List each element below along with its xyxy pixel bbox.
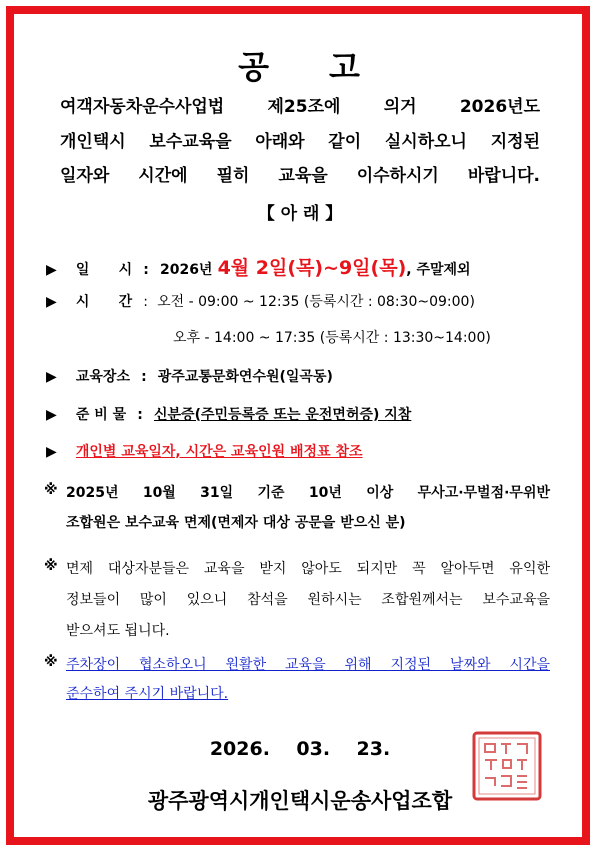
title-char-left: 공 <box>238 48 271 86</box>
note-mark-icon: ※ <box>44 558 58 574</box>
items-value: 신분증(주민등록증 또는 운전면허증) 지참 <box>154 407 412 423</box>
official-seal-icon <box>471 730 543 802</box>
bullet-arrow-icon: ▶ <box>46 369 57 385</box>
intro-line-3: 일자와 시간에 필히 교육을 이수하시기 바랍니다. <box>60 166 540 186</box>
section-header: 【 아 래 】 <box>257 204 343 224</box>
issue-date: 2026. 03. 23. <box>209 738 391 760</box>
items-colon: : <box>137 407 143 423</box>
bullet-arrow-icon: ▶ <box>46 444 57 460</box>
note-mark-icon: ※ <box>44 482 58 498</box>
items-label: 준 비 물 <box>75 407 127 423</box>
bullet-arrow-icon: ▶ <box>46 262 57 278</box>
intro-line-2: 개인택시 보수교육을 아래와 같이 실시하오니 지정된 <box>60 132 540 152</box>
note-mark-icon: ※ <box>44 654 58 670</box>
parking-line-2: 준수하여 주시기 바랍니다. <box>66 686 229 702</box>
bullet-time <box>46 291 475 311</box>
time-pm: 오후 - 14:00 ~ 17:35 (등록시간 : 13:30~14:00) <box>173 330 491 346</box>
bullet-arrow-icon: ▶ <box>46 294 57 310</box>
info-line-2: 정보들이 많이 있으니 참석을 원하시는 조합원께서는 보수교육을 <box>66 592 550 608</box>
bullet-arrow-icon: ▶ <box>46 407 57 423</box>
info-line-1: 면제 대상자분들은 교육을 받지 않아도 되지만 꼭 알아두면 유익한 <box>66 561 550 577</box>
bullet-date <box>46 253 471 280</box>
page-title <box>0 42 600 88</box>
time-am: 오전 - 09:00 ~ 12:35 (등록시간 : 08:30~09:00) <box>157 294 475 310</box>
time-label: 시 간 <box>75 294 133 310</box>
notice-text: 개인별 교육일자, 시간은 교육인원 배정표 참조 <box>75 444 363 460</box>
place-label: 교육장소 <box>75 369 130 385</box>
bullet-items <box>46 404 411 424</box>
exempt-line-2: 조합원은 보수교육 면제(면제자 대상 공문을 받으신 분) <box>66 515 406 531</box>
parking-line-1: 주차장이 협소하오니 원활한 교육을 위해 지정된 날짜와 시간을 <box>66 657 550 673</box>
place-colon: : <box>141 369 147 385</box>
info-line-3: 받으셔도 됩니다. <box>66 623 170 639</box>
time-colon: : <box>143 294 148 310</box>
date-colon: : <box>143 262 149 278</box>
date-after: , 주말제외 <box>406 262 471 278</box>
date-highlight: 4월 2일(목)~9일(목) <box>217 257 407 279</box>
bullet-notice <box>46 441 363 461</box>
exempt-line-1: 2025년 10월 31일 기준 10년 이상 무사고·무벌점·무위반 <box>66 485 550 501</box>
bullet-place <box>46 366 333 386</box>
title-char-right: 고 <box>329 48 362 86</box>
intro-line-1: 여객자동차운수사업법 제25조에 의거 2026년도 <box>60 97 540 117</box>
date-label: 일 시 <box>75 262 133 278</box>
date-year: 2026년 <box>159 262 213 278</box>
issuer-name: 광주광역시개인택시운송사업조합 <box>147 789 453 813</box>
place-value: 광주교통문화연수원(일곡동) <box>157 369 333 385</box>
